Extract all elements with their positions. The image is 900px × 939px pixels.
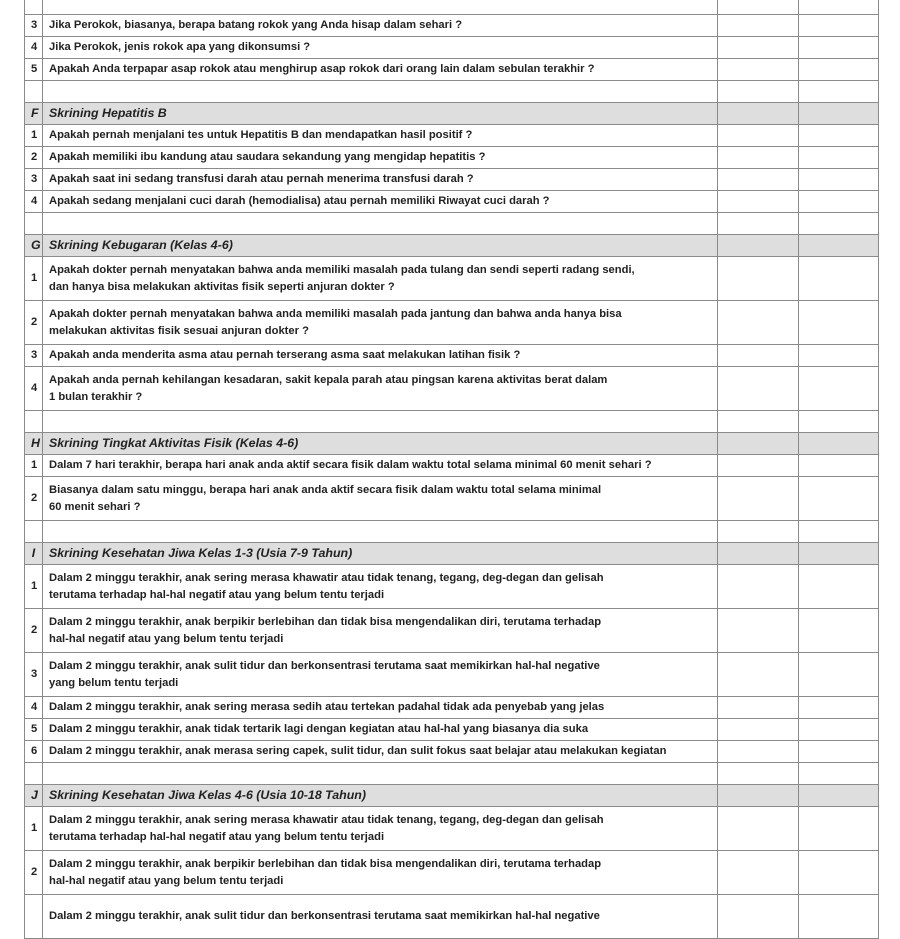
question-number (25, 895, 43, 939)
question-row (25, 807, 879, 851)
section-title: Skrining Kesehatan Jiwa Kelas 1-3 (Usia 7-9 Tahun) (43, 543, 718, 565)
spacer-row (25, 521, 879, 543)
question-text (43, 609, 718, 653)
answer-cell-no[interactable] (799, 851, 879, 895)
question-number (25, 763, 43, 785)
question-number: 6 (25, 741, 43, 763)
answer-cell-yes[interactable] (718, 609, 799, 653)
question-text-line-2: yang belum tentu terjadi (49, 676, 179, 689)
answer-cell-yes (718, 213, 799, 235)
answer-cell-no[interactable] (799, 169, 879, 191)
section-letter: H (25, 433, 43, 455)
answer-cell-yes[interactable] (718, 147, 799, 169)
question-text-line-1: Dalam 2 minggu terakhir, anak sulit tidur dan berkonsentrasi terutama saat memikirkan hal-hal negative (49, 659, 600, 672)
answer-cell-no[interactable] (799, 719, 879, 741)
answer-cell-yes[interactable] (718, 0, 799, 15)
question-text-line-1: Dalam 2 minggu terakhir, anak berpikir berlebihan dan tidak bisa mengendalikan diri, terutama terhadap (49, 857, 602, 870)
answer-cell-no[interactable] (799, 191, 879, 213)
answer-cell-yes[interactable] (718, 807, 799, 851)
question-text-line-1: Apakah anda pernah kehilangan kesadaran, sakit kepala parah atau pingsan karena aktivitas berat dalam (49, 373, 608, 386)
answer-cell-no (799, 521, 879, 543)
answer-cell-no[interactable] (799, 147, 879, 169)
question-row (25, 565, 879, 609)
question-row (25, 851, 879, 895)
spacer-row (25, 81, 879, 103)
answer-cell-yes[interactable] (718, 895, 799, 939)
question-row (25, 609, 879, 653)
answer-cell-no[interactable] (799, 741, 879, 763)
answer-cell-yes[interactable] (718, 477, 799, 521)
answer-cell-yes[interactable] (718, 37, 799, 59)
answer-cell-yes[interactable] (718, 191, 799, 213)
question-number (25, 81, 43, 103)
answer-cell-no (799, 103, 879, 125)
question-text-line-2: terutama terhadap hal-hal negatif atau yang belum tentu terjadi (49, 830, 385, 843)
question-text-line-2: terutama terhadap hal-hal negatif atau yang belum tentu terjadi (49, 588, 385, 601)
answer-cell-no (799, 235, 879, 257)
answer-cell-yes[interactable] (718, 345, 799, 367)
answer-cell-yes[interactable] (718, 565, 799, 609)
answer-cell-no[interactable] (799, 301, 879, 345)
question-text-line-2: 60 menit sehari ? (49, 500, 141, 513)
question-text-line-1: Dalam 2 minggu terakhir, anak sering merasa khawatir atau tidak tenang, tegang, deg-degan dan gelisah (49, 813, 604, 826)
question-text (43, 807, 718, 851)
answer-cell-no[interactable] (799, 257, 879, 301)
answer-cell-no[interactable] (799, 345, 879, 367)
question-text: Apakah Anda terpapar asap rokok atau menghirup asap rokok dari orang lain dalam sebulan terakhir ? (43, 59, 718, 81)
question-number: 3 (25, 345, 43, 367)
section-title: Skrining Kesehatan Jiwa Kelas 4-6 (Usia 10-18 Tahun) (43, 785, 718, 807)
question-number: 2 (25, 301, 43, 345)
question-number: 4 (25, 191, 43, 213)
question-number: 5 (25, 59, 43, 81)
question-row (25, 741, 879, 763)
section-header-row (25, 433, 879, 455)
spacer-row (25, 213, 879, 235)
section-title: Skrining Tingkat Aktivitas Fisik (Kelas 4-6) (43, 433, 718, 455)
answer-cell-no (799, 785, 879, 807)
question-number: 1 (25, 257, 43, 301)
answer-cell-no[interactable] (799, 565, 879, 609)
answer-cell-no[interactable] (799, 895, 879, 939)
question-number: 4 (25, 367, 43, 411)
answer-cell-no (799, 81, 879, 103)
spacer-row (25, 763, 879, 785)
question-text-line-2: dan hanya bisa melakukan aktivitas fisik seperti anjuran dokter ? (49, 280, 395, 293)
question-text-line-1: Dalam 2 minggu terakhir, anak sulit tidur dan berkonsentrasi terutama saat memikirkan hal-hal negative (49, 910, 600, 922)
question-text-line-1: Apakah dokter pernah menyatakan bahwa anda memiliki masalah pada tulang dan sendi seperti radang sendi, (49, 263, 635, 276)
question-row (25, 653, 879, 697)
answer-cell-yes (718, 543, 799, 565)
question-row (25, 37, 879, 59)
answer-cell-no[interactable] (799, 609, 879, 653)
question-text (43, 653, 718, 697)
question-row (25, 367, 879, 411)
answer-cell-yes[interactable] (718, 59, 799, 81)
question-number: 1 (25, 125, 43, 147)
section-header-row (25, 543, 879, 565)
question-row (25, 147, 879, 169)
answer-cell-yes[interactable] (718, 455, 799, 477)
answer-cell-no[interactable] (799, 0, 879, 15)
section-header-row (25, 785, 879, 807)
question-text: Apakah anda menderita asma atau pernah terserang asma saat melakukan latihan fisik ? (43, 345, 718, 367)
question-text: Dalam 7 hari terakhir, berapa hari anak anda aktif secara fisik dalam waktu total selama minimal 60 menit sehari ? (43, 455, 718, 477)
question-row (25, 0, 879, 15)
question-text: Jika Perokok, biasanya, berapa batang rokok yang Anda hisap dalam sehari ? (43, 15, 718, 37)
question-text: Jika Perokok, jenis rokok apa yang dikonsumsi ? (43, 37, 718, 59)
question-number (25, 411, 43, 433)
question-number: 4 (25, 697, 43, 719)
question-text (43, 301, 718, 345)
question-row (25, 191, 879, 213)
answer-cell-yes (718, 521, 799, 543)
screening-table (24, 0, 879, 939)
answer-cell-yes[interactable] (718, 367, 799, 411)
question-text (43, 895, 718, 939)
answer-cell-yes[interactable] (718, 125, 799, 147)
answer-cell-no[interactable] (799, 15, 879, 37)
question-number: 5 (25, 719, 43, 741)
question-number: 1 (25, 565, 43, 609)
question-number: 2 (25, 477, 43, 521)
question-text: Apakah sedang menjalani cuci darah (hemodialisa) atau pernah memiliki Riwayat cuci darah ? (43, 191, 718, 213)
section-title: Skrining Kebugaran (Kelas 4-6) (43, 235, 718, 257)
answer-cell-no (799, 411, 879, 433)
question-row (25, 257, 879, 301)
answer-cell-yes (718, 785, 799, 807)
question-row (25, 895, 879, 939)
answer-cell-no[interactable] (799, 477, 879, 521)
question-text (43, 257, 718, 301)
section-letter: G (25, 235, 43, 257)
answer-cell-no (799, 763, 879, 785)
question-text (43, 521, 718, 543)
answer-cell-no[interactable] (799, 697, 879, 719)
question-row (25, 301, 879, 345)
question-row (25, 455, 879, 477)
answer-cell-yes[interactable] (718, 653, 799, 697)
question-number: 4 (25, 37, 43, 59)
question-row (25, 15, 879, 37)
question-text (43, 763, 718, 785)
question-text: Apakah pernah menjalani tes untuk Hepatitis B dan mendapatkan hasil positif ? (43, 125, 718, 147)
question-text-line-1: Biasanya dalam satu minggu, berapa hari anak anda aktif secara fisik dalam waktu total selama minimal (49, 483, 602, 496)
question-number: 2 (25, 147, 43, 169)
answer-cell-yes[interactable] (718, 741, 799, 763)
answer-cell-yes[interactable] (718, 301, 799, 345)
question-text (43, 367, 718, 411)
question-text (43, 851, 718, 895)
answer-cell-yes[interactable] (718, 719, 799, 741)
answer-cell-yes[interactable] (718, 697, 799, 719)
answer-cell-no[interactable] (799, 367, 879, 411)
question-row (25, 125, 879, 147)
question-number: 3 (25, 15, 43, 37)
answer-cell-no (799, 213, 879, 235)
answer-cell-yes[interactable] (718, 851, 799, 895)
answer-cell-yes[interactable] (718, 257, 799, 301)
question-text: Apakah memiliki ibu kandung atau saudara sekandung yang mengidap hepatitis ? (43, 147, 718, 169)
spacer-row (25, 411, 879, 433)
question-row (25, 59, 879, 81)
answer-cell-no[interactable] (799, 125, 879, 147)
answer-cell-no[interactable] (799, 807, 879, 851)
question-number: 2 (25, 609, 43, 653)
screening-table-body (25, 0, 879, 939)
question-number (25, 213, 43, 235)
question-row (25, 719, 879, 741)
question-text-line-1: Apakah dokter pernah menyatakan bahwa anda memiliki masalah pada jantung dan bahwa anda hanya bisa (49, 307, 622, 320)
question-number (25, 0, 43, 15)
answer-cell-no (799, 543, 879, 565)
question-number: 1 (25, 807, 43, 851)
question-text (43, 0, 718, 15)
question-row (25, 169, 879, 191)
answer-cell-no[interactable] (799, 455, 879, 477)
question-text-line-1: Dalam 2 minggu terakhir, anak berpikir berlebihan dan tidak bisa mengendalikan diri, terutama terhadap (49, 615, 602, 628)
answer-cell-yes (718, 81, 799, 103)
answer-cell-yes[interactable] (718, 15, 799, 37)
question-text (43, 213, 718, 235)
question-text: Apakah saat ini sedang transfusi darah atau pernah menerima transfusi darah ? (43, 169, 718, 191)
question-number: 1 (25, 455, 43, 477)
question-row (25, 345, 879, 367)
question-number: 2 (25, 851, 43, 895)
answer-cell-yes[interactable] (718, 169, 799, 191)
question-text-line-2: hal-hal negatif atau yang belum tentu terjadi (49, 874, 284, 887)
answer-cell-yes (718, 103, 799, 125)
section-header-row (25, 235, 879, 257)
section-letter: J (25, 785, 43, 807)
answer-cell-yes (718, 235, 799, 257)
question-text-line-2: melakukan aktivitas fisik sesuai anjuran dokter ? (49, 324, 309, 337)
question-text-line-2: hal-hal negatif atau yang belum tentu terjadi (49, 632, 284, 645)
section-title: Skrining Hepatitis B (43, 103, 718, 125)
question-text-line-1: Dalam 2 minggu terakhir, anak sering merasa khawatir atau tidak tenang, tegang, deg-degan dan gelisah (49, 571, 604, 584)
answer-cell-no[interactable] (799, 59, 879, 81)
answer-cell-yes (718, 763, 799, 785)
answer-cell-no (799, 433, 879, 455)
answer-cell-no[interactable] (799, 653, 879, 697)
answer-cell-no[interactable] (799, 37, 879, 59)
question-row (25, 477, 879, 521)
question-number (25, 521, 43, 543)
question-text (43, 565, 718, 609)
question-text (43, 81, 718, 103)
question-text: Dalam 2 minggu terakhir, anak merasa sering capek, sulit tidur, dan sulit fokus saat belajar atau melakukan kegiatan (43, 741, 718, 763)
question-row (25, 697, 879, 719)
answer-cell-yes (718, 433, 799, 455)
question-number: 3 (25, 169, 43, 191)
question-number: 3 (25, 653, 43, 697)
section-header-row (25, 103, 879, 125)
question-text-line-2: 1 bulan terakhir ? (49, 390, 143, 403)
answer-cell-yes (718, 411, 799, 433)
section-letter: I (25, 543, 43, 565)
question-text: Dalam 2 minggu terakhir, anak tidak tertarik lagi dengan kegiatan atau hal-hal yang biasanya dia suka (43, 719, 718, 741)
question-text (43, 411, 718, 433)
section-letter: F (25, 103, 43, 125)
question-text: Dalam 2 minggu terakhir, anak sering merasa sedih atau tertekan padahal tidak ada penyebab yang jelas (43, 697, 718, 719)
question-text (43, 477, 718, 521)
